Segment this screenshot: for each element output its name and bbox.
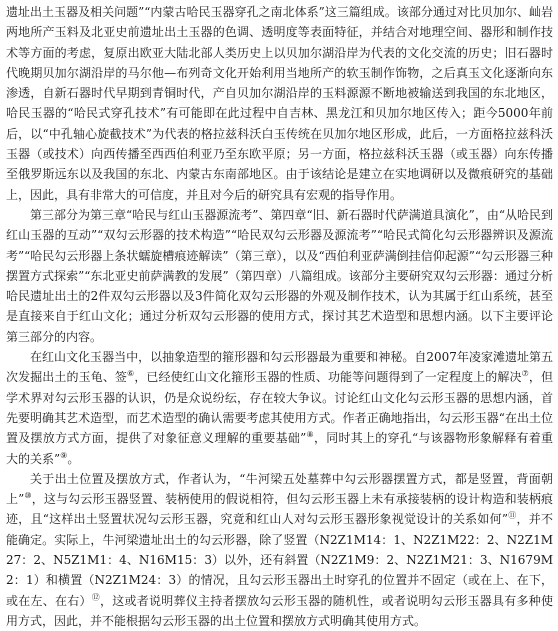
paragraph-text: ，已经使红山文化箍形玉器的性质、功能等问题得到了一定程度上的解决	[134, 370, 522, 385]
paragraph-text: ，并不能确定。实际上，牛河梁遗址出土的勾云形器，除了竖置（N2Z1M14：1、N2Z1M22：2、N2Z1M27：2、N5Z1M1：4、N16M15：3）以外，还有斜置（N2Z1M9：2、N2Z1M21：3、N1679M2：1）和横置（N2Z1M24：3）的情况，且勾云形玉器出土时穿孔的位置并不固定（或在上、在下，或在左、在右）	[6, 512, 553, 608]
paragraph-text: ，同时其上的穿孔“与该器物形象解释有着重大的关系”	[6, 431, 553, 466]
paragraph-text: 第三部分为第三章“哈民与红山玉器源流考”、第四章“旧、新石器时代萨满道具演化”，由“从哈民到红山玉器的互动”“双勾云形器的技术构造”“哈民双勾云形器及源流考”“哈民式简化勾云形器辨识及源流考”“哈民勾云形器上条状蠕旋槽痕迹解读”（第三章），以及“西伯利亚萨满倒挂信仰起源”“勾云形器三种摆置方式探索”“东北亚史前萨满教的发展”（第四章）八篇组成。该部分主要研究双勾云形器：通过分析哈民遗址出土的2件双勾云形器以及3件简化双勾云形器的外观及制作技术，认为其属于红山系统，甚至是直接来自于红山文化；通过分析双勾云形器的使用方式，探讨其艺术造型和思想内涵。以下主要评论第三部分的内容。	[6, 207, 554, 344]
paragraph-text: 遗址出土玉器及相关问题”“内蒙古哈民玉器穿孔之南北体系”这三篇组成。该部分通过对比贝加尔、屾岩两地所产玉料及北亚史前遗址出土玉器的色调、透明度等表面特征，并结合对地理空间、器形和制作技术等方面的考虑，复原出欧亚大陆北部人类历史上以贝加尔湖沿岸为代表的文化交流的历史；旧石器时代晚期贝加尔湖沿岸的马尔他—布列奇文化开始利用当地所产的软玉制作饰物，之后真玉文化逐渐向东渗透，自新石器时代早期到青铜时代，产自贝加尔湖沿岸的玉料源源不断地被输送到我国的东北地区，哈民玉器的“哈民式穿孔技术”有可能即在此过程中自吉林、黑龙江和贝加尔地区传入；距今5000年前后，以“中孔轴心旋截技术”为代表的格拉兹科沃白玉传统在贝加尔地区形成，此后，一方面格拉兹科沃玉器（或技术）向西传播至西西伯利亚乃至东欧平原；另一方面，格拉兹科沃玉器（或玉器）向东传播至俄罗斯远东以及我国的东北、内蒙古东南部地区。由于该结论是建立在实地调研以及微痕研究的基础上，因此，具有非常大的可信度，并且对今后的研究具有宏观的指导作用。	[6, 5, 553, 202]
paragraph-text: ，这或者说明葬仪主持者摆放勾云形玉器的随机性，或者说明勾云形玉器具有多种使用方式，因此，并不能根据勾云形玉器的出土位置和摆放方式明确其使用方式。	[6, 593, 553, 628]
body-paragraph	[6, 205, 553, 347]
footnote-marker: ⑦	[521, 369, 529, 379]
paragraph-text: 关于出土位置及摆放方式，作者认为，“牛河梁五处墓葬中勾云形器摆置方式，都是竖置，背面朝上”	[6, 471, 553, 507]
body-paragraph	[6, 469, 553, 631]
footnote-marker: ⑧	[306, 430, 314, 440]
footnote-marker: ⑪	[508, 511, 517, 521]
paragraph-text: ，但学术界对勾云形玉器的认识，仍是众说纷纭，存在较大争议。讨论红山文化勾云形玉器的思想内涵，首先要明确其艺术造型，而艺术造型的确认需要考虑其使用方式。作者正确地指出，勾云形玉器“在出土位置及摆放方式方面，提供了对象征意义理解的重要基础”	[6, 370, 553, 446]
footnote-marker: ⑥	[127, 369, 135, 379]
paragraph-text: ，这与勾云形玉器竖置、装柄使用的假说相符，但勾云形玉器上未有承接装柄的设计构造和装柄痕迹，且“这样出土竖置状况勾云形玉器，究竟和红山人对勾云形玉器形象视觉设计的关系如何”	[6, 492, 554, 527]
body-paragraph	[6, 2, 553, 205]
paragraph-text: 。	[67, 451, 80, 466]
paragraph-text: 在红山文化玉器当中，以抽象造型的箍形器和勾云形器最为重要和神秘。自2007年凌家滩遗址第五次发掘出土的玉龟、签	[6, 350, 553, 385]
footnote-marker: ⑨	[60, 450, 68, 460]
body-paragraph	[6, 347, 553, 469]
footnote-marker: ⑩	[24, 491, 32, 501]
footnote-marker: ⑫	[91, 592, 100, 602]
